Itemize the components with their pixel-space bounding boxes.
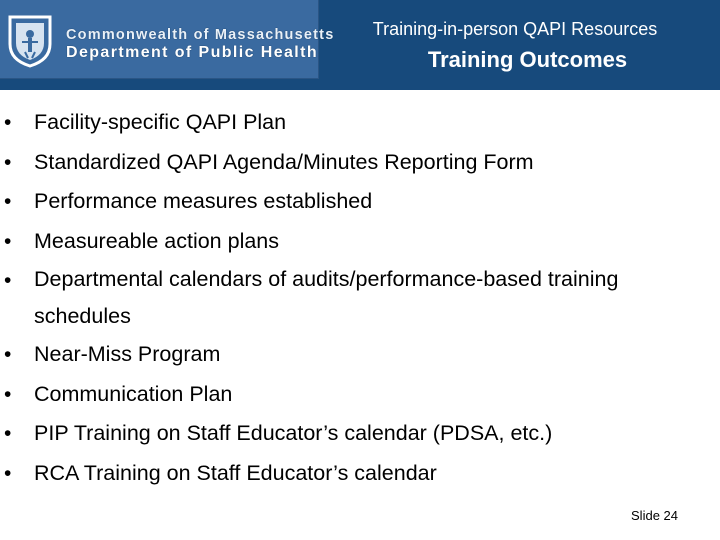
logo-line-2: Department of Public Health bbox=[66, 44, 319, 61]
list-item bbox=[0, 261, 720, 335]
massachusetts-seal-icon bbox=[6, 14, 54, 68]
list-item-text: RCA Training on Staff Educator’s calendar bbox=[34, 460, 437, 485]
list-item bbox=[0, 335, 720, 375]
bullet-icon: • bbox=[4, 150, 12, 174]
list-item-text: Near-Miss Program bbox=[34, 342, 221, 366]
list-item-text: Communication Plan bbox=[34, 381, 233, 406]
list-item-text: Performance measures established bbox=[34, 189, 373, 213]
list-item bbox=[0, 103, 720, 143]
dph-logo bbox=[0, 0, 335, 79]
list-item bbox=[0, 454, 720, 494]
list-item bbox=[0, 375, 720, 415]
logo-line-1: Commonwealth of Massachusetts bbox=[66, 27, 335, 43]
bullet-icon: • bbox=[4, 111, 12, 134]
bullet-icon: • bbox=[4, 269, 12, 292]
list-item-text: Departmental calendars of audits/performance-based training schedules bbox=[34, 267, 619, 328]
bullet-icon: • bbox=[4, 382, 12, 406]
bullet-icon: • bbox=[4, 190, 12, 213]
list-item bbox=[0, 182, 720, 222]
bullet-icon: • bbox=[4, 422, 12, 445]
header-subtitle: Training Outcomes bbox=[427, 47, 628, 72]
list-item-text: Facility-specific QAPI Plan bbox=[34, 110, 287, 134]
training-outcomes-list bbox=[0, 103, 720, 493]
bullet-icon: • bbox=[4, 343, 12, 366]
list-item-text: Measureable action plans bbox=[34, 228, 280, 253]
bullet-icon: • bbox=[4, 229, 12, 253]
slide-number: Slide 24 bbox=[631, 508, 678, 523]
header-bar bbox=[0, 0, 720, 90]
list-item bbox=[0, 414, 720, 454]
list-item bbox=[0, 222, 720, 262]
list-item-text: PIP Training on Staff Educator’s calendar (PDSA, etc.) bbox=[34, 421, 553, 445]
list-item-text: Standardized QAPI Agenda/Minutes Reporting Form bbox=[34, 149, 534, 174]
header-title: Training-in-person QAPI Resources bbox=[372, 19, 658, 39]
bullet-icon: • bbox=[4, 461, 12, 485]
list-item bbox=[0, 143, 720, 183]
